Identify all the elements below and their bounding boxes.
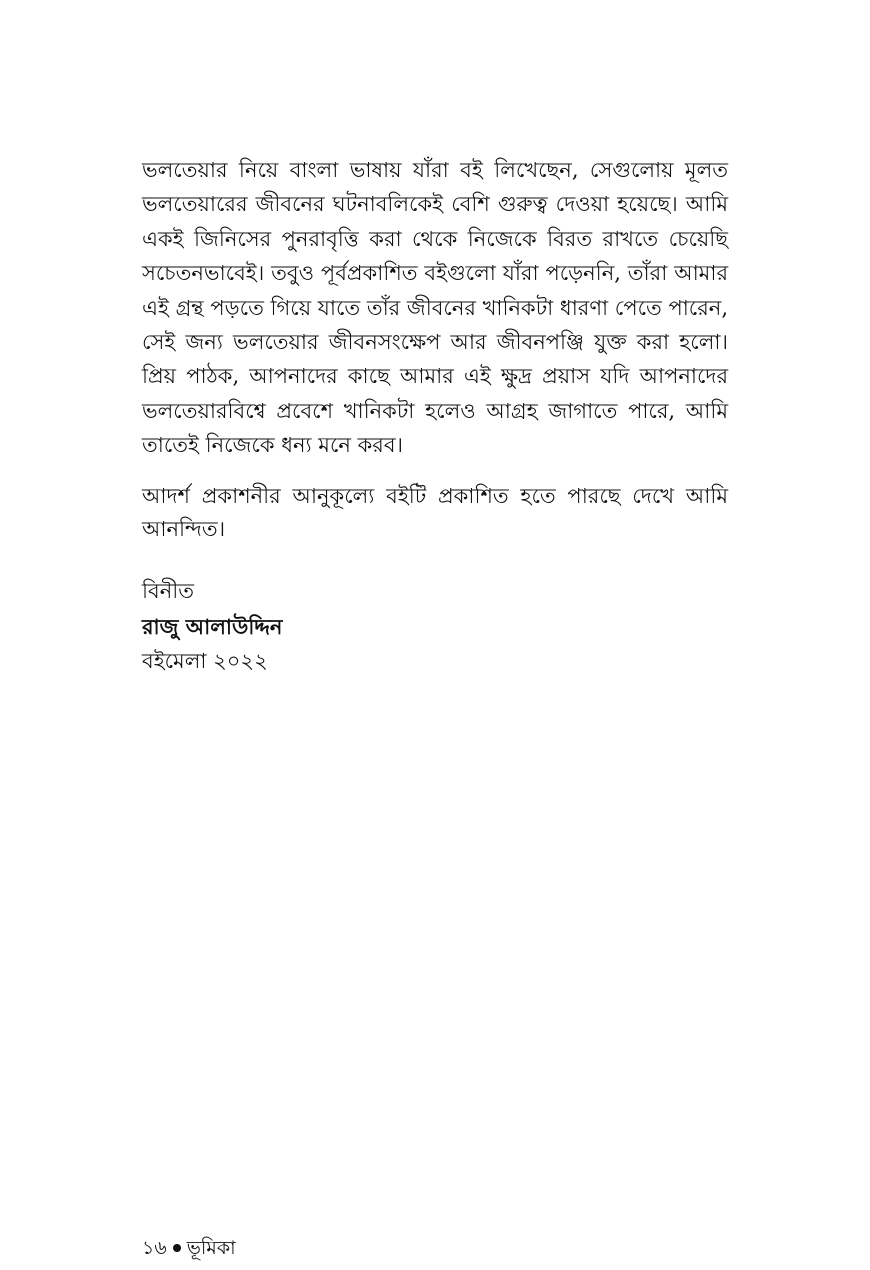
signature-date: বইমেলা ২০২২: [142, 649, 268, 673]
page-footer: [142, 1234, 236, 1262]
page-number: ১৬: [142, 1237, 167, 1259]
signature-closing: বিনীত: [142, 579, 194, 603]
signature-block: [142, 574, 282, 679]
body-paragraph-2: আদর্শ প্রকাশনীর আনুকূল্যে বইটি প্রকাশিত হতে পারছে দেখে আমি আনন্দিত।: [142, 484, 728, 541]
section-title: ভূমিকা: [186, 1237, 236, 1259]
bullet-icon: [173, 1244, 181, 1252]
signer-name: রাজু আলাউদ্দিন: [142, 614, 283, 639]
body-paragraph-1: ভলতেয়ার নিয়ে বাংলা ভাষায় যাঁরা বই লিখেছেন, সেগুলোয় মূলত ভলতেয়ারের জীবনের ঘটনাবলিকেই বেশি গুরুত্ব দেওয়া হয়েছে। আমি একই জিনিসের পুনরাবৃত্তি করা থেকে নিজেকে বিরত রাখতে চেয়েছি সচেতনভাবেই। তবুও পূর্বপ্রকাশিত বইগুলো যাঁরা পড়েননি, তাঁরা আমার এই গ্রন্থ পড়তে গিয়ে যাতে তাঁর জীবনের খানিকটা ধারণা পেতে পারেন, সেই জন্য ভলতেয়ার জীবনসংক্ষেপ আর জীবনপঞ্জি যুক্ত করা হলো। প্রিয় পাঠক, আপনাদের কাছে আমার এই ক্ষুদ্র প্রয়াস যদি আপনাদের ভলতেয়ারবিশ্বে প্রবেশে খানিকটা হলেও আগ্রহ জাগাতে পারে, আমি তাতেই নিজেকে ধন্য মনে করব।: [142, 158, 728, 458]
